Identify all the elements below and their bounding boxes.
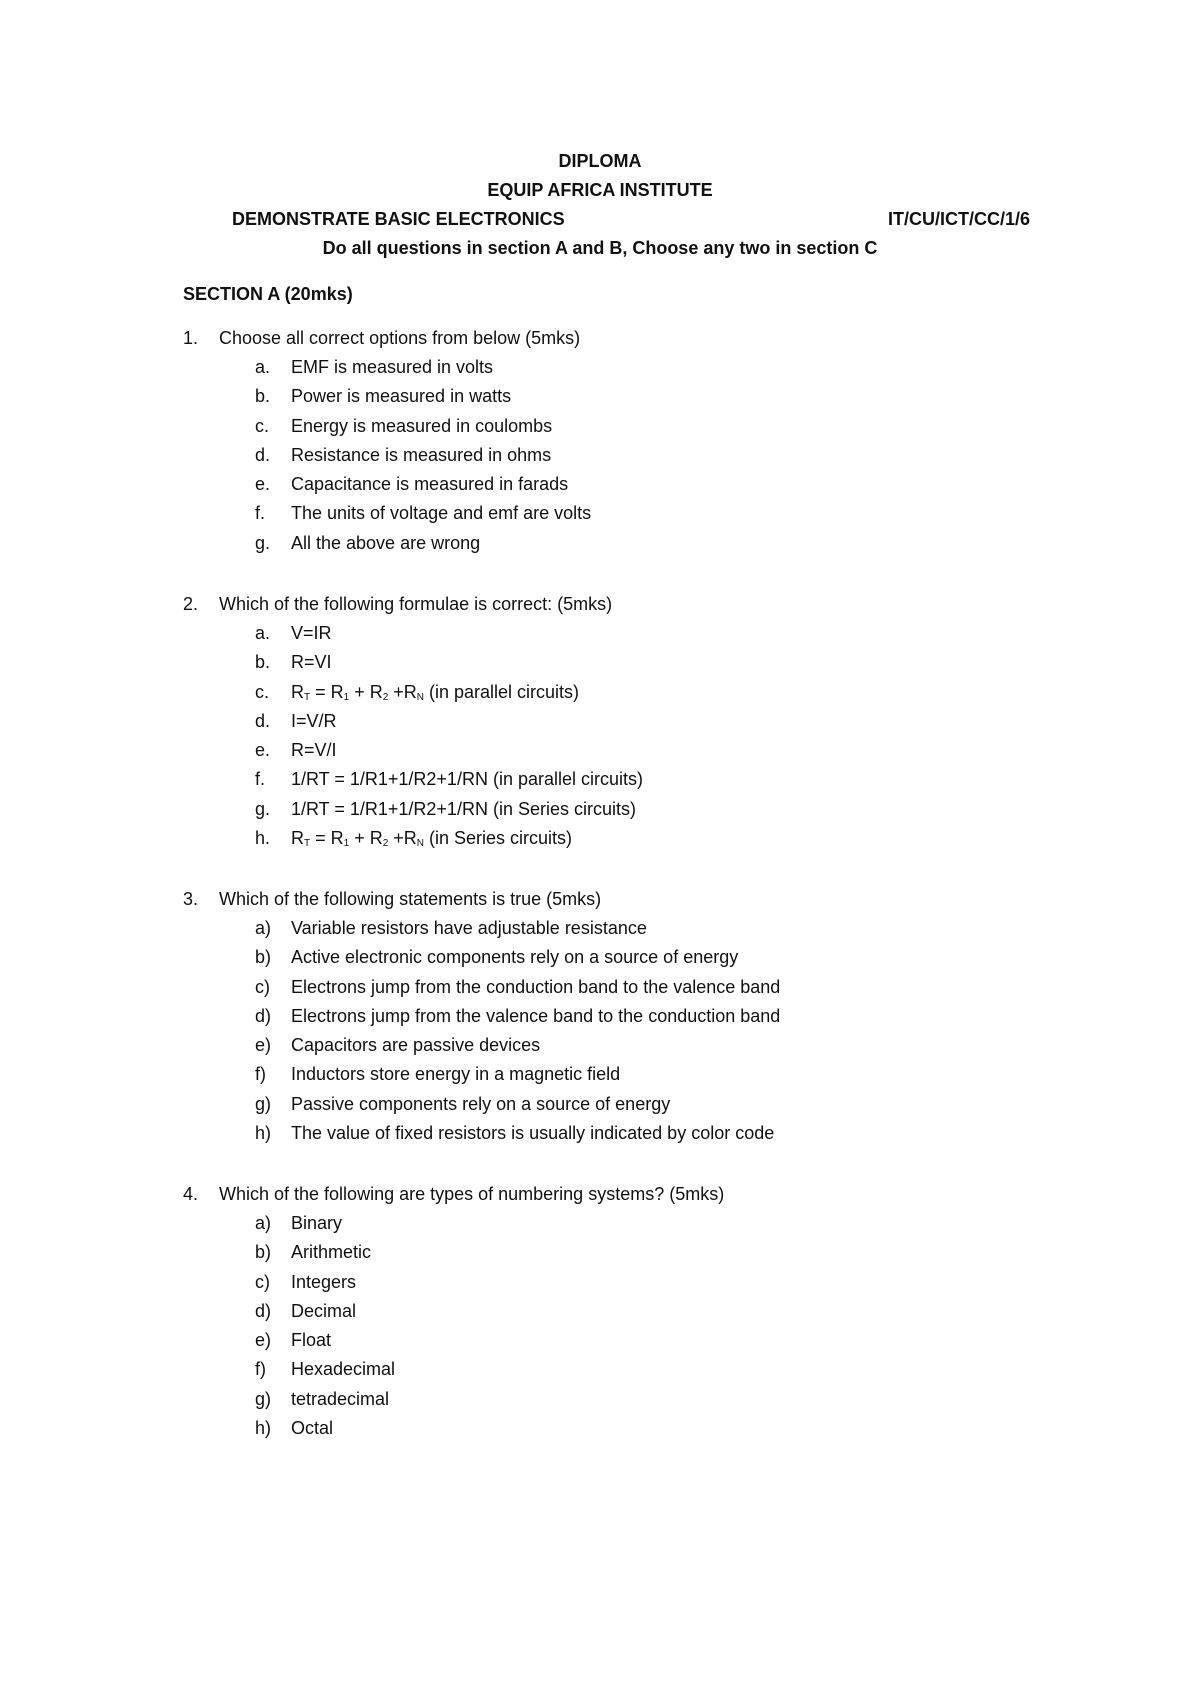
formula-text: + R [349,681,383,702]
option-text: Electrons jump from the valence band to the conduction band [291,1005,781,1026]
option-text: All the above are wrong [291,532,481,553]
option-text: 1/RT = 1/R1+1/R2+1/RN (in parallel circuits) [291,769,643,790]
option-list [0,622,1200,856]
option-text [291,681,579,703]
option-text: I=V/R [291,710,337,731]
option-letter: c. [255,415,270,436]
option-letter: h) [255,1123,272,1144]
formula-subscript: 1 [343,691,350,703]
option-item [0,1093,1200,1122]
option-letter: h) [255,1418,272,1439]
option-letter: a) [255,918,272,938]
option-letter: g) [255,1093,272,1114]
option-text: Hexadecimal [291,1359,396,1380]
option-letter: b. [255,652,271,673]
option-letter: a) [255,1213,272,1233]
option-item [0,1271,1200,1300]
option-letter: e. [255,740,271,761]
option-text: Octal [291,1418,334,1439]
option-item [0,1122,1200,1151]
option-text: Resistance is measured in ohms [291,444,552,465]
option-letter: f. [255,503,266,524]
unit-code: IT/CU/ICT/CC/1/6 [888,209,1031,229]
option-letter: g. [255,798,271,819]
option-letter: e. [255,474,271,495]
option-text: The value of fixed resistors is usually indicated by color code [291,1123,775,1144]
formula-text: R [291,828,304,849]
question-text: Which of the following are types of numbering systems? (5mks) [219,1184,725,1204]
option-item [0,444,1200,473]
option-item [0,768,1200,797]
question-2 [0,593,1200,856]
option-item [0,681,1200,710]
option-item [0,739,1200,768]
question-number: 2. [183,594,199,614]
formula-text: (in Series circuits) [424,828,573,849]
question-text: Which of the following statements is true (5mks) [219,889,602,909]
option-item [0,622,1200,651]
option-item [0,1212,1200,1241]
option-text: Float [291,1330,332,1351]
option-item [0,473,1200,502]
formula-text: (in parallel circuits) [424,681,580,702]
formula-subscript: T [304,691,311,703]
option-letter: d. [255,710,271,731]
option-item [0,1329,1200,1358]
option-text: R=V/I [291,740,337,761]
option-text: Inductors store energy in a magnetic field [291,1064,621,1085]
option-letter: f. [255,769,266,790]
option-letter: b) [255,1242,272,1263]
option-item [0,710,1200,739]
formula-text: +R [388,828,417,849]
question-text: Choose all correct options from below (5mks) [219,328,581,348]
option-item [0,976,1200,1005]
option-item [0,385,1200,414]
question-line [0,888,1200,917]
option-letter: a. [255,623,271,643]
exam-instructions: Do all questions in section A and B, Choose any two in section C [322,238,878,258]
option-item [0,1034,1200,1063]
option-text: Binary [291,1213,343,1233]
option-item [0,415,1200,444]
option-item [0,1388,1200,1417]
option-letter: g. [255,532,271,553]
question-number: 4. [183,1184,199,1204]
option-letter: d) [255,1300,272,1321]
option-list [0,1212,1200,1446]
formula-subscript: T [304,838,311,850]
option-letter: a. [255,357,271,377]
formula-text: = R [310,681,344,702]
qualification-title: DIPLOMA [558,151,642,171]
option-text: Power is measured in watts [291,386,512,407]
option-text: R=VI [291,652,332,673]
option-item [0,502,1200,531]
option-letter: d) [255,1005,272,1026]
question-3 [0,888,1200,1151]
option-item [0,532,1200,561]
option-list [0,356,1200,561]
question-4 [0,1183,1200,1446]
option-letter: d. [255,444,271,465]
option-item [0,946,1200,975]
question-line [0,327,1200,356]
option-text: Decimal [291,1300,357,1321]
formula-subscript: 2 [382,838,389,850]
unit-title: DEMONSTRATE BASIC ELECTRONICS [232,209,565,229]
option-text [291,827,572,849]
option-item [0,651,1200,680]
option-text: Passive components rely on a source of energy [291,1093,671,1114]
question-text: Which of the following formulae is correct: (5mks) [219,594,613,614]
option-text: Energy is measured in coulombs [291,415,553,436]
option-letter: c) [255,1271,270,1292]
option-letter: f) [255,1359,266,1380]
question-number: 3. [183,889,199,909]
option-letter: e) [255,1330,272,1351]
option-item [0,798,1200,827]
option-letter: g) [255,1388,272,1409]
formula-subscript: 2 [382,691,389,703]
question-line [0,593,1200,622]
option-text: Integers [291,1271,357,1292]
option-text: tetradecimal [291,1388,390,1409]
option-item [0,1241,1200,1270]
option-letter: f) [255,1064,266,1085]
section-a-title: SECTION A (20mks) [183,284,353,304]
option-text: The units of voltage and emf are volts [291,503,592,524]
option-item [0,1063,1200,1092]
question-1 [0,327,1200,561]
option-letter: h. [255,828,271,849]
option-text: Arithmetic [291,1242,372,1263]
option-list [0,917,1200,1151]
option-item [0,356,1200,385]
option-item [0,827,1200,856]
option-letter: c. [255,681,270,702]
option-letter: e) [255,1035,272,1056]
institution-name: EQUIP AFRICA INSTITUTE [487,180,713,200]
option-text: 1/RT = 1/R1+1/R2+1/RN (in Series circuits) [291,798,636,819]
formula-subscript: N [416,691,425,703]
option-text: Active electronic components rely on a source of energy [291,947,739,968]
option-text: Electrons jump from the conduction band to the valence band [291,976,781,997]
formula-text: R [291,681,304,702]
question-number: 1. [183,328,199,348]
option-item [0,1358,1200,1387]
option-item [0,917,1200,946]
formula-text: +R [388,681,417,702]
option-text: EMF is measured in volts [291,357,494,377]
option-text: Variable resistors have adjustable resistance [291,918,647,938]
question-line [0,1183,1200,1212]
option-letter: c) [255,976,270,997]
option-item [0,1417,1200,1446]
option-text: Capacitance is measured in farads [291,474,569,495]
option-letter: b) [255,947,272,968]
formula-subscript: N [416,838,425,850]
option-item [0,1005,1200,1034]
option-text: V=IR [291,623,332,643]
formula-subscript: 1 [343,838,350,850]
option-item [0,1300,1200,1329]
formula-text: + R [349,828,383,849]
option-letter: b. [255,386,271,407]
formula-text: = R [310,828,344,849]
option-text: Capacitors are passive devices [291,1035,541,1056]
